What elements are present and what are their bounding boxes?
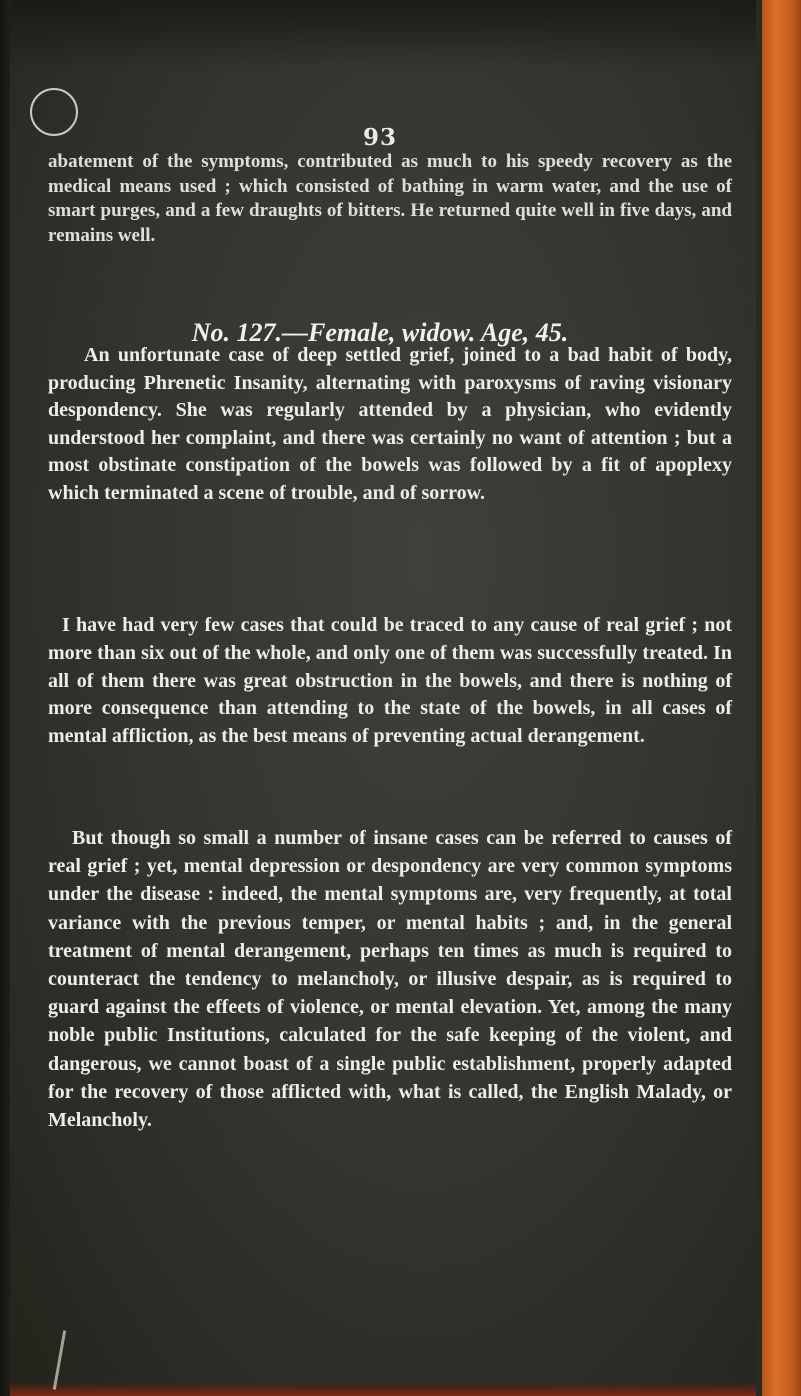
paragraph: An unfortunate case of deep settled grief, joined to a bad habit of body, producing Phrenetic Insanity, alternating with paroxysms of raving visionary despondency. She was regularly attended by a physician, who evidently understood her complaint, and there was certainly no want of attention ; but a most obstinate constipation of the bowels was followed by a fit of apoplexy which terminated a scene of trouble, and of sorrow. bbox=[48, 344, 732, 504]
case-heading: No. 127.—Female, widow. Age, 45. bbox=[191, 318, 569, 347]
continuation-paragraph: abatement of the symptoms, contributed as much to his speedy recovery as the medical means used ; which consisted of bathing in warm water, and the use of smart purges, and a few draughts of bitters. He returned quite well in five days, and remains well. bbox=[48, 151, 732, 246]
paragraph: But though so small a number of insane cases can be referred to causes of real grief ; yet, mental depression or despondency are very common symptoms under the disease : indeed, the mental symptoms are, very frequently, at total variance with the previous temper, or mental habits ; and, in the general treatment of mental derangement, perhaps ten times as much is required to counteract the tendency to melancholy, or illusive despair, as is required to guard against the effeets of violence, or mental elevation. Yet, among the many noble public Institutions, calculated for the safe keeping of the violent, and dangerous, we cannot boast of a single public establishment, properly adapted for the recovery of those afflicted with, what is called, the English Malady, or Melancholy. bbox=[48, 827, 732, 1132]
page-number: 93 bbox=[362, 124, 397, 151]
top-shadow bbox=[10, 0, 758, 70]
paragraph: I have had very few cases that could be traced to any cause of real grief ; not more than six out of the whole, and only one of them was successfully treated. In all of them there was great obstruction in the bowels, and there is nothing of more consequence than attending to the state of the bowels, in all cases of mental affliction, as the best means of preventing actual derangement. bbox=[48, 614, 732, 748]
bottom-edge bbox=[10, 1382, 758, 1396]
book-binding bbox=[762, 0, 801, 1396]
